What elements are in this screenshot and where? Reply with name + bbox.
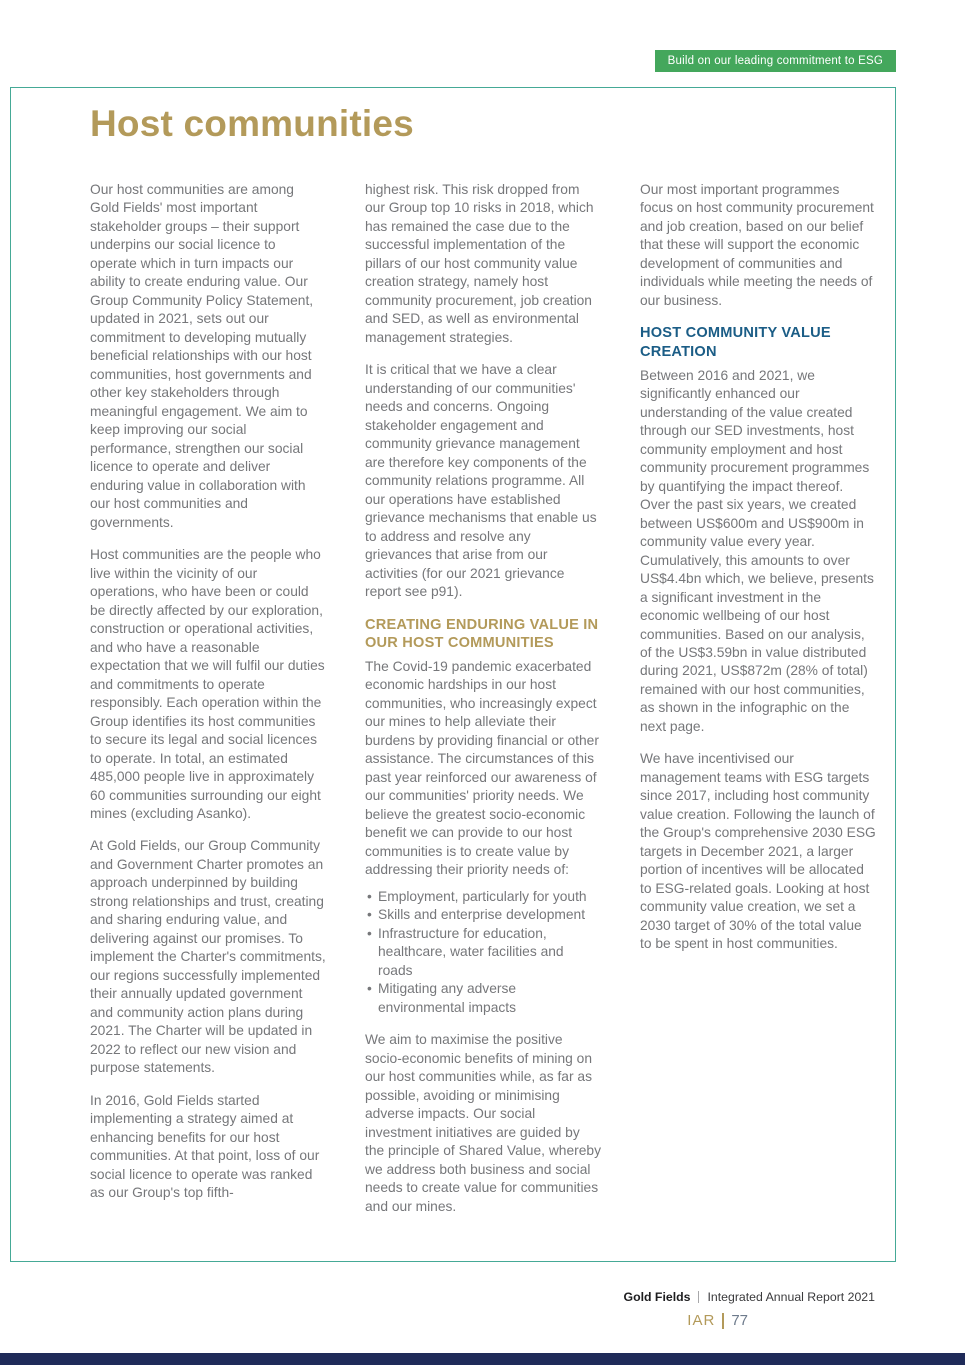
bullet-item: • Skills and enterprise development	[365, 906, 601, 924]
footer-divider	[698, 1291, 699, 1303]
footer-iar-label: IAR	[687, 1312, 716, 1329]
footer-page-number: 77	[731, 1312, 748, 1329]
section-heading-value-creation: HOST COMMUNITY VALUE CREATION	[640, 325, 831, 361]
page-title: Host communities	[90, 103, 414, 144]
footer-report-title: Integrated Annual Report 2021	[707, 1290, 875, 1304]
footer-brand: Gold Fields	[623, 1290, 691, 1304]
esg-badge-label: Build on our leading commitment to ESG	[667, 55, 883, 67]
priority-needs-list	[365, 888, 601, 1017]
text-columns	[90, 181, 876, 1230]
bottom-navy-bar	[0, 1353, 965, 1365]
column-3	[640, 181, 876, 1230]
paragraph: We have incentivised our management teams with ESG targets since 2017, including host community value creation. Following the launch of the Group's comprehensive 2030 ESG targets in December 2021, a larger portion of incentives will be allocated to ESG-related goals. Looking at host community value creation, we set a 2030 target of 30% of the total value to be spent in host communities.	[640, 751, 876, 952]
paragraph: Between 2016 and 2021, we significantly enhanced our understanding of the value created through our SED investments, host community employment and host community procurement programmes by quantifying the impact thereof. Over the past six years, we created between US$600m and US$900m in community value every year. Cumulatively, this amounts to over US$4.4bn which, we believe, presents a significant investment in the economic wellbeing of our host communities. Based on our analysis, of the US$3.59bn in value distributed during 2021, US$872m (28% of total) remained with our host communities, as shown in the infographic on the next page.	[640, 367, 874, 734]
paragraph: In 2016, Gold Fields started implementing a strategy aimed at enhancing benefits for our host communities. At that point, loss of our social licence to operate was ranked as our Group's top fifth-	[90, 1092, 320, 1201]
section-heading-enduring-value: CREATING ENDURING VALUE IN OUR HOST COMMUNITIES	[365, 616, 599, 652]
footer-page-line	[687, 1312, 748, 1329]
paragraph: We aim to maximise the positive socio-economic benefits of mining on our host communities while, as far as possible, avoiding or minimising adverse impacts. Our social investment initiatives are guided by the principle of Shared Value, whereby we address both business and social needs to create value for communities and our mines.	[365, 1032, 601, 1214]
paragraph: highest risk. This risk dropped from our Group top 10 risks in 2018, which has remained the case due to the successful implementation of the pillars of our host community value creation strategy, namely host community procurement, job creation and SED, as well as environmental management strategies.	[365, 182, 594, 345]
paragraph: At Gold Fields, our Group Community and Government Charter promotes an approach underpinned by building strong relationships and trust, creating and sharing enduring value, and delivering against our promises. To implement the Charter's commitments, our regions successfully implemented their annually updated government and community action plans during 2021. The Charter will be updated in 2022 to reflect our new vision and purpose statements.	[90, 838, 326, 1076]
bullet-item: • Mitigating any adverse environmental impacts	[365, 980, 601, 1017]
paragraph: The Covid-19 pandemic exacerbated economic hardships in our host communities, who increasingly expect our mines to help alleviate their burdens by providing financial or other assistance. The circumstances of this past year reinforced our awareness of our communities' priority needs. We believe the greatest socio-economic benefit we can provide to our host communities is to create value by addressing their priority needs of:	[365, 659, 599, 878]
bullet-item: • Infrastructure for education, healthcare, water facilities and roads	[365, 925, 601, 980]
paragraph: Host communities are the people who live within the vicinity of our operations, who have been or could be directly affected by our exploration, construction or operational activities, and who have a reasonable expectation that we will fulfil our duties and commitments to operate responsibly. Each operation within the Group identifies its host communities to secure its legal and social licences to operate. In total, an estimated 485,000 people live in approximately 60 communities surrounding our eight mines (excluding Asanko).	[90, 547, 325, 821]
column-1	[90, 181, 326, 1230]
esg-commitment-badge	[655, 50, 896, 72]
footer-gold-divider	[722, 1313, 724, 1329]
column-2	[365, 181, 601, 1230]
paragraph: It is critical that we have a clear understanding of our communities' needs and concerns. Ongoing stakeholder engagement and community grievance management are therefore key components of the community relations programme. All our operations have established grievance mechanisms that enable us to address and resolve any grievances that arise from our activities (for our 2021 grievance report see p91).	[365, 362, 597, 600]
bullet-item: • Employment, particularly for youth	[365, 888, 601, 906]
paragraph: Our host communities are among Gold Fields' most important stakeholder groups – their support underpins our social licence to operate which in turn impacts our ability to create enduring value. Our Group Community Policy Statement, updated in 2021, sets out our commitment to developing mutually beneficial relationships with our host communities, host governments and other key stakeholders through meaningful engagement. We aim to keep improving our social performance, strengthen our social licence to operate and deliver enduring value in collaboration with our host communities and governments.	[90, 182, 314, 530]
paragraph: Our most important programmes focus on host community procurement and job creation, based on our belief that these will support the economic development of communities and individuals while meeting the needs of our business.	[640, 182, 874, 308]
footer-report-line	[624, 1290, 875, 1304]
